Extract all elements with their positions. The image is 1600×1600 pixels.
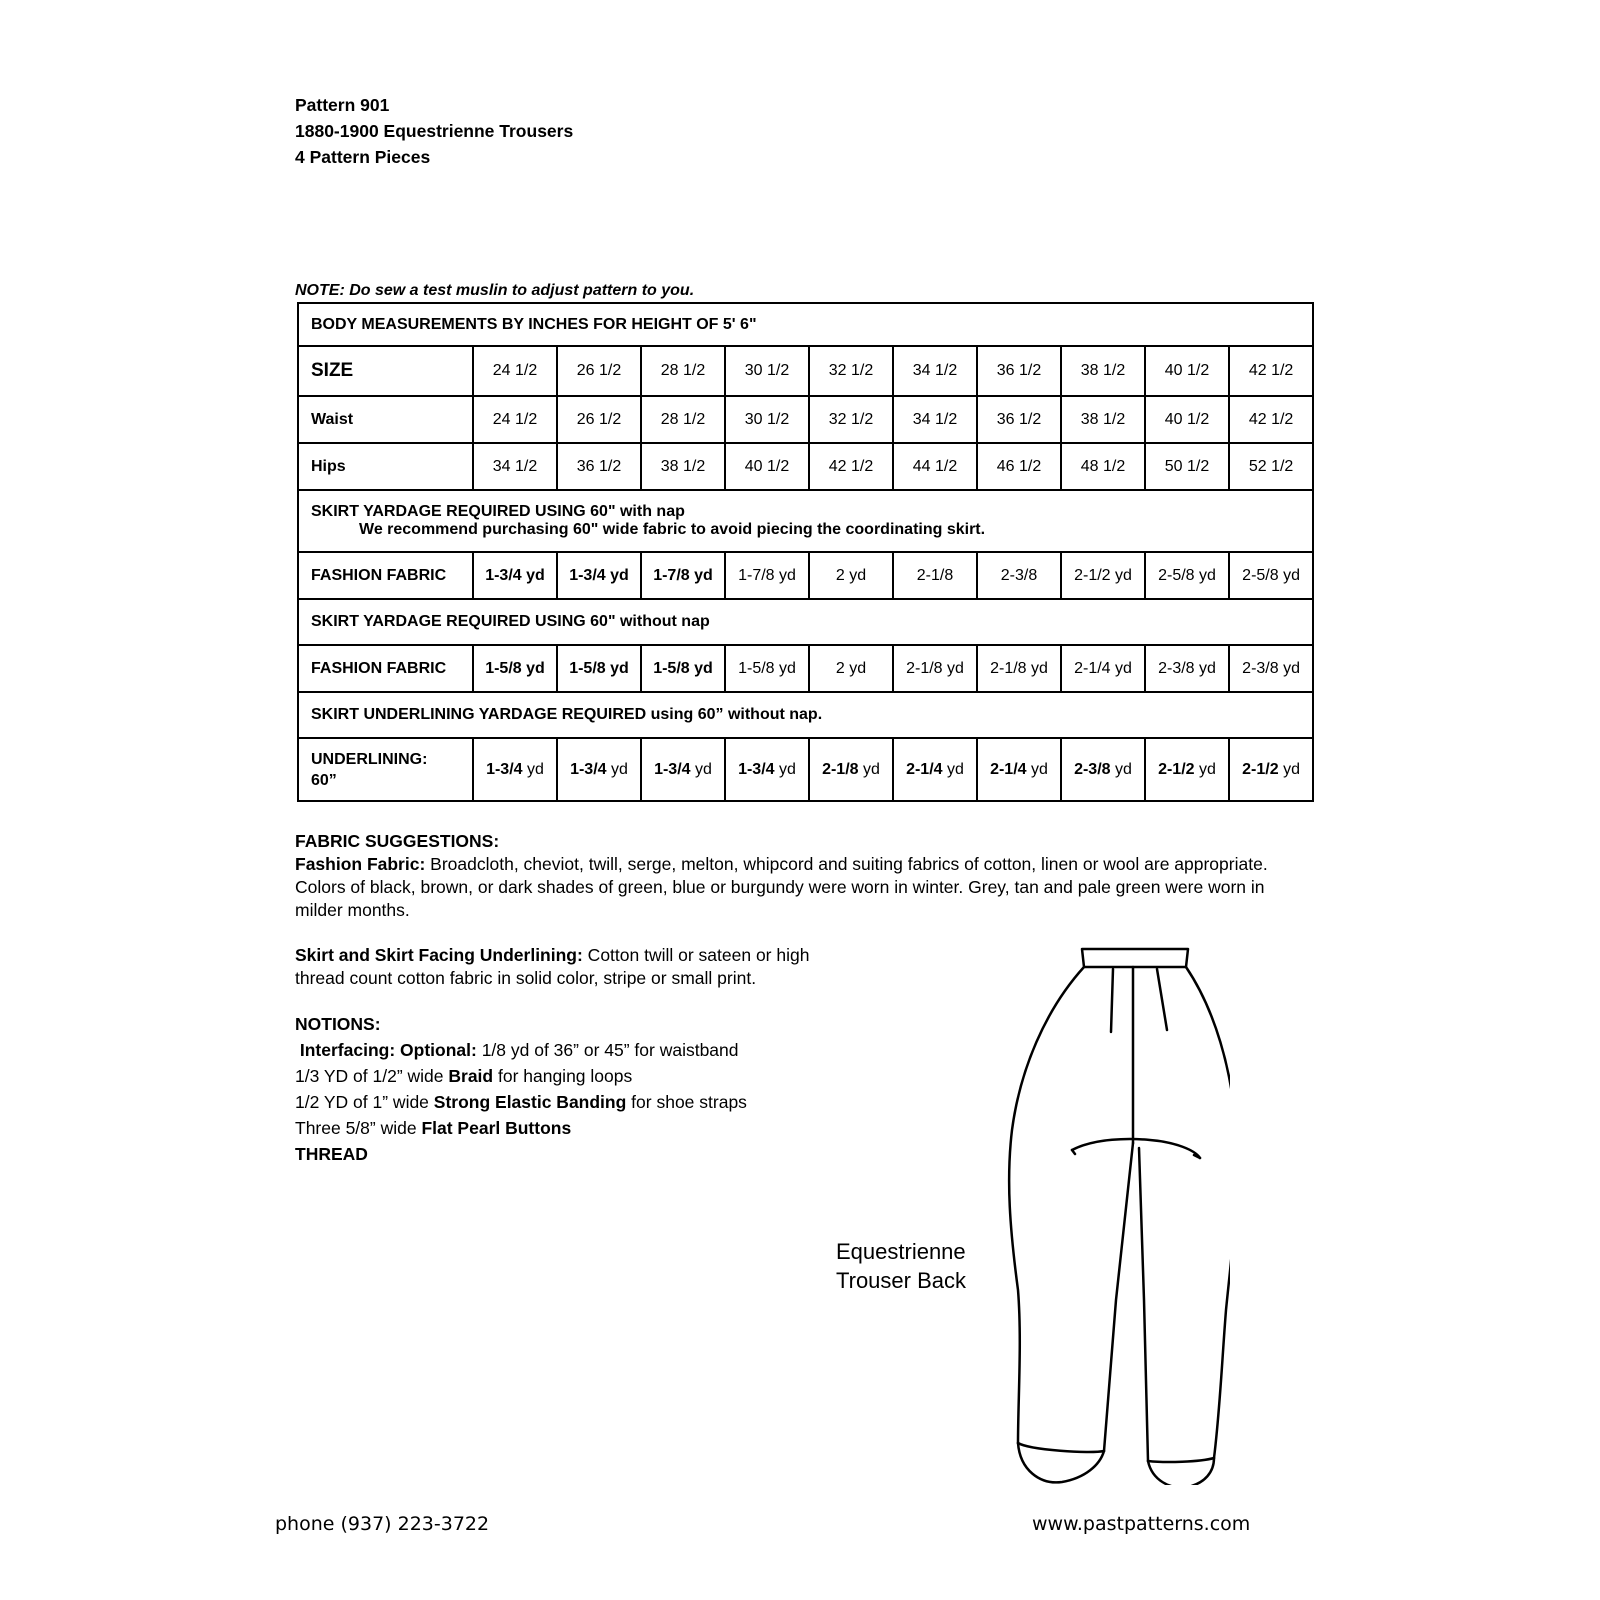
footer-phone: phone (937) 223-3722 [275,1513,490,1535]
nap-subtitle: We recommend purchasing 60" wide fabric to avoid piecing the coordinating skirt. [359,521,986,538]
under-cell: 2-1/2 yd [1145,738,1229,801]
hips-row [298,443,1313,490]
nap-cell: 2-3/8 [977,552,1061,599]
waist-cell: 26 1/2 [557,396,641,443]
sizes-cell: 24 1/2 [473,346,557,396]
size-label: SIZE [298,346,473,396]
waist-cell: 28 1/2 [641,396,725,443]
hips-cell: 44 1/2 [893,443,977,490]
nonap-cell: 2-3/8 yd [1145,645,1229,692]
notions-list [295,1011,747,1167]
nonap-cell: 2-1/8 yd [977,645,1061,692]
waist-cell: 24 1/2 [473,396,557,443]
under-cell: 2-1/2 yd [1229,738,1313,801]
hips-cell: 50 1/2 [1145,443,1229,490]
fashion-fabric-label: FASHION FABRIC [298,645,473,692]
under-cell: 2-1/8 yd [809,738,893,801]
sizes-cell: 34 1/2 [893,346,977,396]
nap-cell: 2-5/8 yd [1229,552,1313,599]
hips-cell: 40 1/2 [725,443,809,490]
under-cell: 1-3/4 yd [473,738,557,801]
sizes-cell: 40 1/2 [1145,346,1229,396]
notion-elastic: 1/2 YD of 1” wide Strong Elastic Banding for shoe straps [295,1092,747,1112]
pattern-number: Pattern 901 [295,95,390,115]
hips-cell: 52 1/2 [1229,443,1313,490]
table-title: BODY MEASUREMENTS BY INCHES FOR HEIGHT OF 5' 6" [298,303,1313,346]
fashion-fabric-text: Fashion Fabric: Broadcloth, cheviot, twill, serge, melton, whipcord and suiting fabrics of cotton, linen or wool are appropriate. Colors of black, brown, or dark shades of green, blue or burgundy were worn in winter. Grey, tan and pale green were worn in milder months. [295,854,1268,920]
nonap-cell: 1-5/8 yd [725,645,809,692]
nap-title: SKIRT YARDAGE REQUIRED USING 60" with nap [311,503,685,520]
nonap-cell: 1-5/8 yd [557,645,641,692]
nonap-cell: 2-1/4 yd [1061,645,1145,692]
trouser-back-illustration [990,935,1230,1485]
nap-fabric-row [298,552,1313,599]
waist-label: Waist [298,396,473,443]
nap-cell: 2-1/2 yd [1061,552,1145,599]
hips-cell: 46 1/2 [977,443,1061,490]
under-cell: 2-1/4 yd [893,738,977,801]
nonap-fabric-row [298,645,1313,692]
sizes-cell: 32 1/2 [809,346,893,396]
nap-cell: 2-1/8 [893,552,977,599]
under-cell: 1-3/4 yd [557,738,641,801]
waist-cell: 30 1/2 [725,396,809,443]
nonap-cell: 1-5/8 yd [473,645,557,692]
pattern-header [295,92,573,170]
sizes-cell: 42 1/2 [1229,346,1313,396]
fashion-fabric-label: FASHION FABRIC [298,552,473,599]
footer-website: www.pastpatterns.com [1032,1513,1251,1535]
underlining-label-1: UNDERLINING: [311,750,428,768]
illustration-caption: Equestrienne Trouser Back [836,1239,967,1293]
nap-cell: 2 yd [809,552,893,599]
nonap-section-title: SKIRT YARDAGE REQUIRED USING 60" without nap [298,599,1313,645]
fabric-heading: FABRIC SUGGESTIONS: [295,831,500,851]
notion-interfacing: Interfacing: Optional: 1/8 yd of 36” or 45” for waistband [299,1040,739,1060]
sizes-cell: 36 1/2 [977,346,1061,396]
nap-section-title [298,490,1313,552]
sizes-cell: 38 1/2 [1061,346,1145,396]
waist-cell: 34 1/2 [893,396,977,443]
nonap-cell: 2-3/8 yd [1229,645,1313,692]
waist-row [298,396,1313,443]
sizes-cell: 26 1/2 [557,346,641,396]
nonap-cell: 2-1/8 yd [893,645,977,692]
notion-braid: 1/3 YD of 1/2” wide Braid for hanging loops [295,1066,633,1086]
hips-cell: 36 1/2 [557,443,641,490]
underlining-row [298,738,1313,801]
waist-cell: 42 1/2 [1229,396,1313,443]
nap-cell: 1-7/8 yd [725,552,809,599]
pattern-title: 1880-1900 Equestrienne Trousers [295,121,574,141]
under-cell: 1-3/4 yd [641,738,725,801]
notions-heading: NOTIONS: [295,1014,381,1034]
pattern-pieces: 4 Pattern Pieces [295,147,431,167]
nonap-cell: 2 yd [809,645,893,692]
measurement-table [297,302,1314,802]
hips-cell: 34 1/2 [473,443,557,490]
under-cell: 2-3/8 yd [1061,738,1145,801]
hips-label: Hips [298,443,473,490]
underlining-label [298,738,473,801]
hips-cell: 42 1/2 [809,443,893,490]
underlining-label-2: 60” [311,771,337,789]
size-row [298,346,1313,396]
waist-cell: 38 1/2 [1061,396,1145,443]
nap-cell: 2-5/8 yd [1145,552,1229,599]
notion-buttons: Three 5/8” wide Flat Pearl Buttons [295,1118,572,1138]
waist-cell: 32 1/2 [809,396,893,443]
nap-cell: 1-3/4 yd [557,552,641,599]
hips-cell: 38 1/2 [641,443,725,490]
underlining-section-title: SKIRT UNDERLINING YARDAGE REQUIRED using 60” without nap. [298,692,1313,738]
fabric-suggestions [295,830,1305,922]
nonap-cell: 1-5/8 yd [641,645,725,692]
waist-cell: 40 1/2 [1145,396,1229,443]
under-cell: 2-1/4 yd [977,738,1061,801]
sizes-cell: 30 1/2 [725,346,809,396]
under-cell: 1-3/4 yd [725,738,809,801]
muslin-note: NOTE: Do sew a test muslin to adjust pattern to you. [295,282,695,299]
nap-cell: 1-3/4 yd [473,552,557,599]
hips-cell: 48 1/2 [1061,443,1145,490]
sizes-cell: 28 1/2 [641,346,725,396]
notion-thread: THREAD [295,1144,368,1164]
underlining-suggestion: Skirt and Skirt Facing Underlining: Cotton twill or sateen or high thread count cotton fabric in solid color, stripe or small print. [295,945,810,988]
waist-cell: 36 1/2 [977,396,1061,443]
nap-cell: 1-7/8 yd [641,552,725,599]
